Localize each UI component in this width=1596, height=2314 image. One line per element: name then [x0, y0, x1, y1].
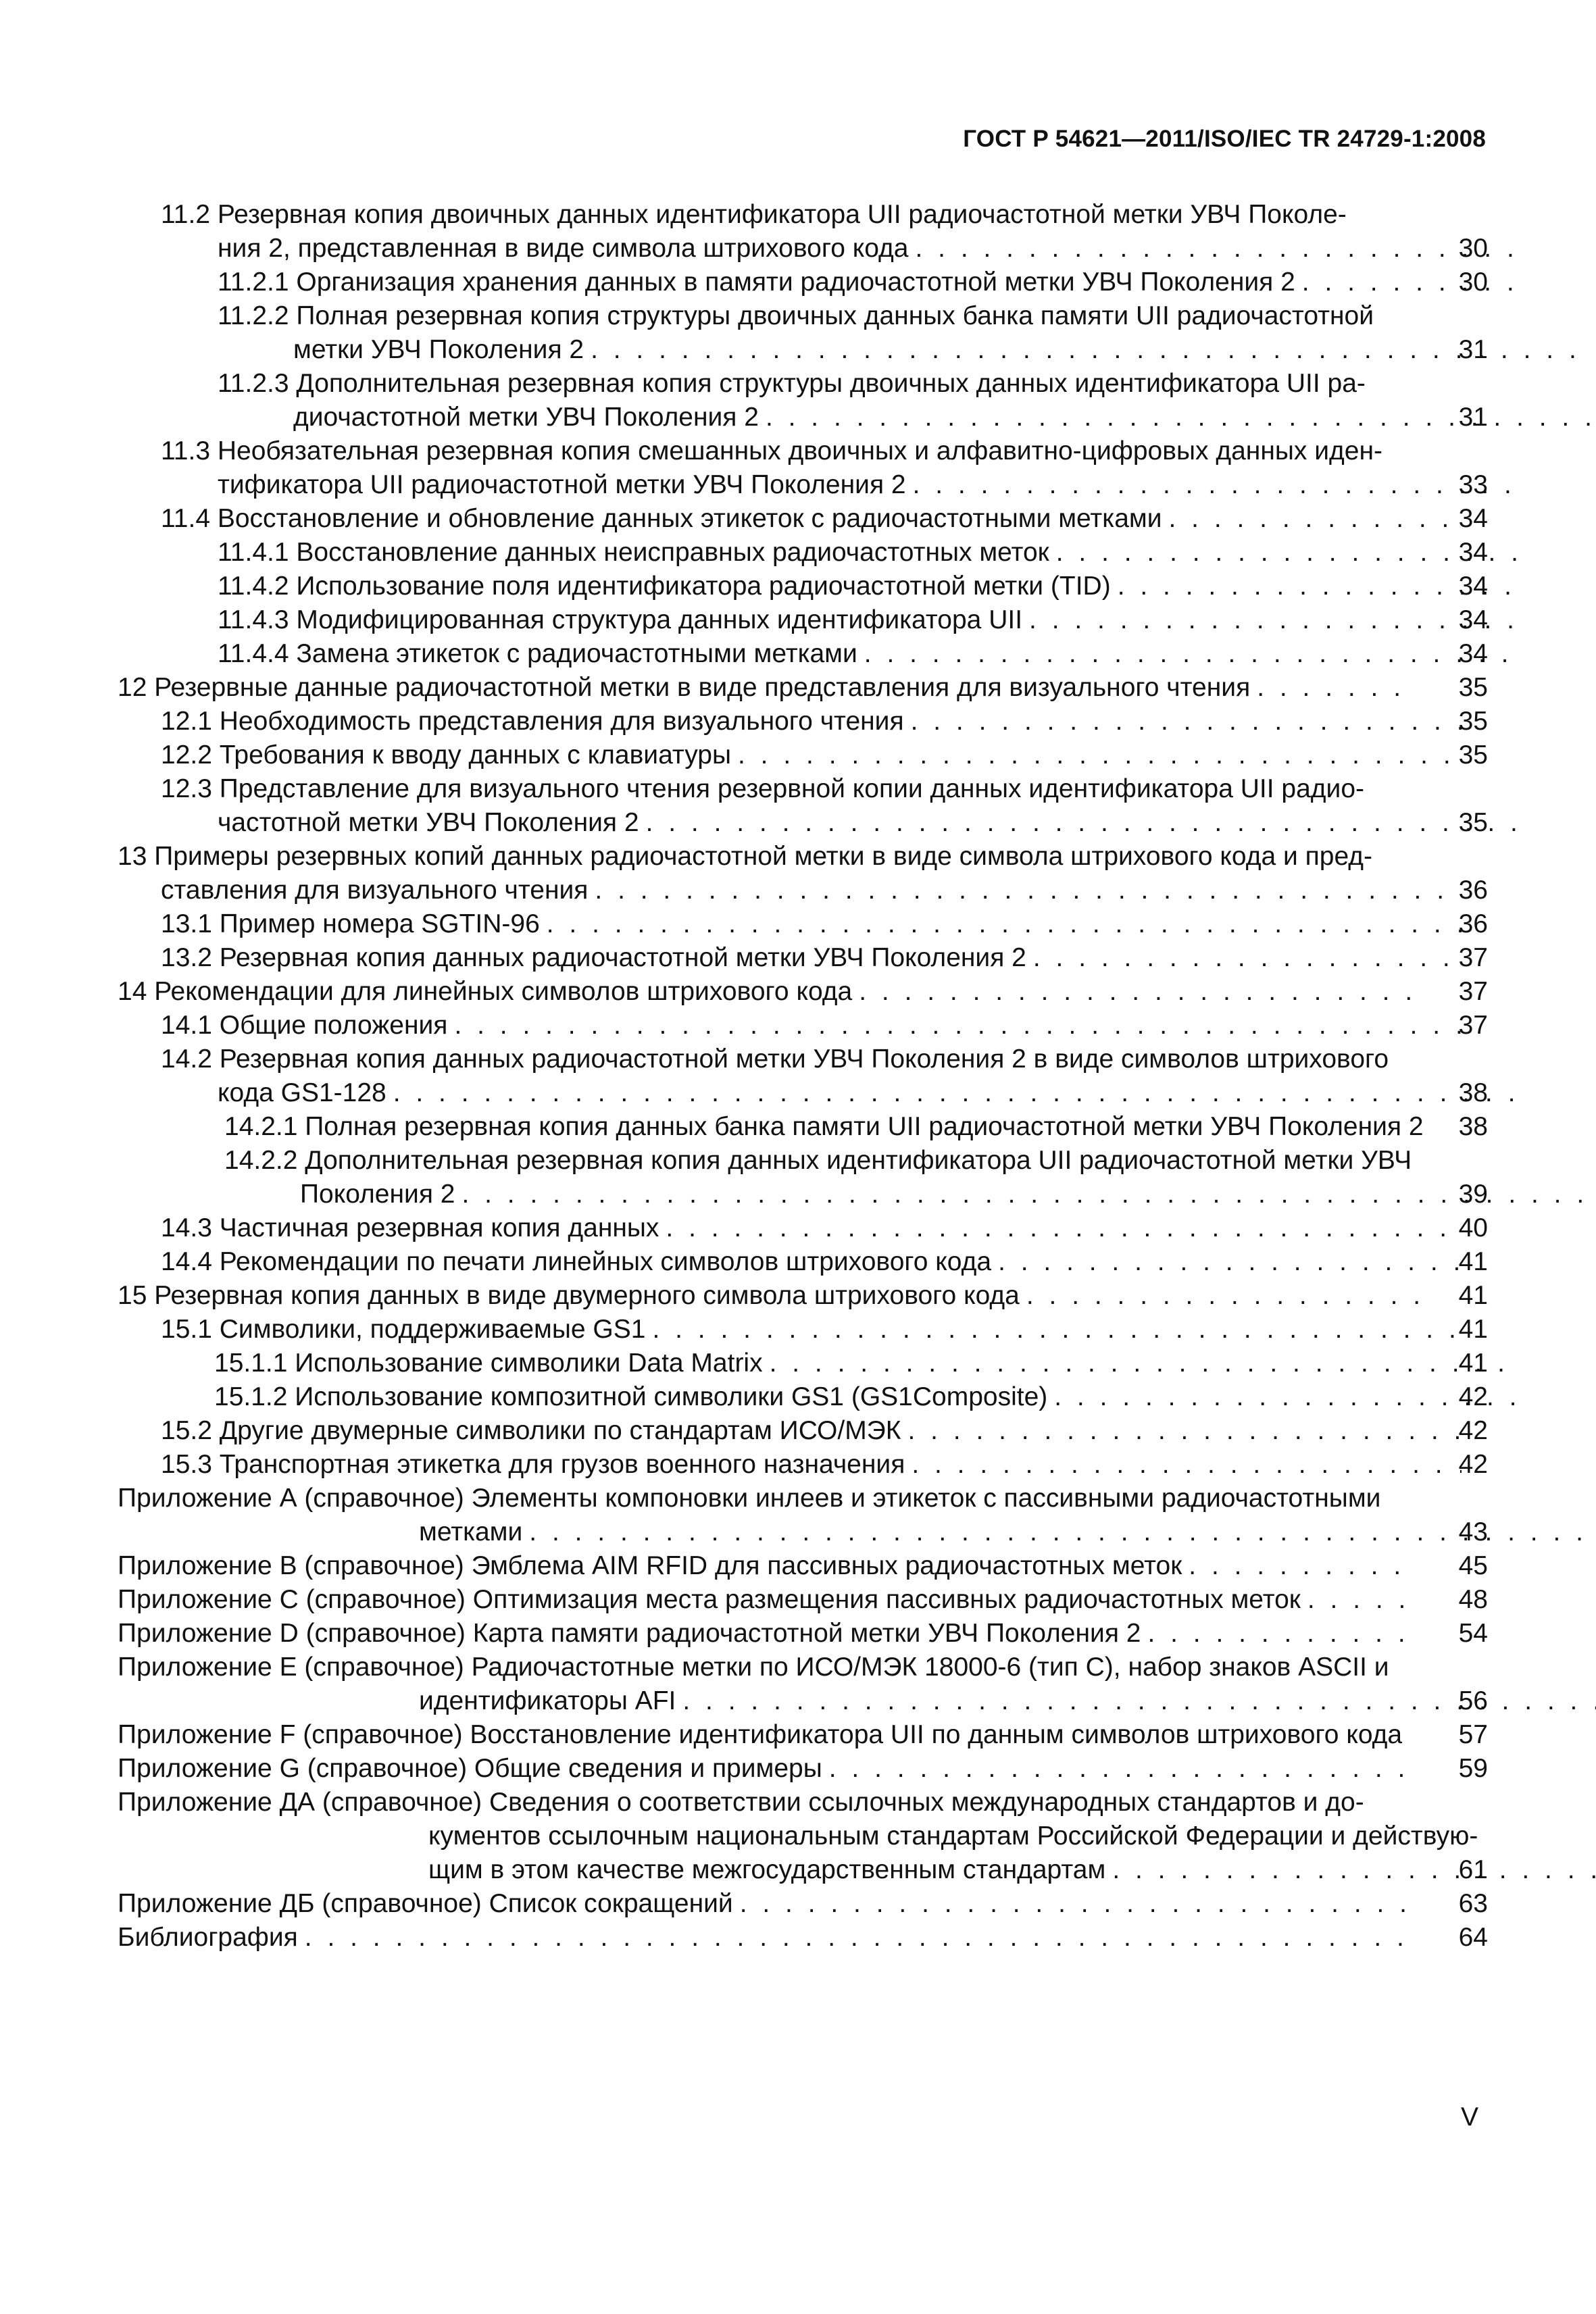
toc-entry[interactable] [116, 1448, 1488, 1482]
toc-entry-title: Приложение С (справочное) Оптимизация места размещения пассивных радиочастотных меток . . . [116, 1583, 1418, 1617]
toc-entry[interactable] [116, 367, 1488, 434]
toc-entry-title: 14 Рекомендации для линейных символов штрихового кода . . . [116, 975, 1418, 1009]
toc-entry-title: 11.2.3 Дополнительная резервная копия структуры двоичных данных идентификатора UII ра- [218, 369, 1366, 398]
toc-entry-title: 11.4.3 Модифицированная структура данных идентификатора UII . . . [116, 603, 1518, 637]
toc-entry-title: 15.1 Символики, поддерживаемые GS1 . . . [116, 1313, 1462, 1347]
toc-entry-title: метками . . . [116, 1515, 1596, 1549]
toc-entry-title: идентификаторы AFI . . . [116, 1684, 1596, 1718]
toc-entry-title: Приложение А (справочное) Элементы компоновки инлеев и этикеток с пассивными радиочастотными [118, 1484, 1381, 1513]
toc-entry-page: 34 [1458, 538, 1488, 567]
toc-entry[interactable] [116, 536, 1488, 570]
toc-entry-page: 37 [1458, 977, 1488, 1006]
toc-entry-title: Приложение D (справочное) Карта памяти радиочастотной метки УВЧ Поколения 2 . . . [116, 1617, 1418, 1651]
toc-entry-title: Поколения 2 . . . [116, 1178, 1596, 1211]
toc-entry-title: 11.2.1 Организация хранения данных в памяти радиочастотной метки УВЧ Поколения 2 . . . [116, 266, 1518, 299]
toc-entry[interactable] [116, 1583, 1488, 1617]
toc-entry-title: ния 2, представленная в виде символа штрихового кода . . . [116, 232, 1518, 266]
toc-entry[interactable] [116, 1313, 1488, 1347]
toc-entry-page: 45 [1458, 1551, 1488, 1580]
toc-entry-title: кода GS1-128 . . . [116, 1076, 1518, 1110]
toc-entry-page: 41 [1458, 1315, 1488, 1344]
toc-entry-title: ставления для визуального чтения . . . [116, 874, 1462, 907]
toc-entry-page: 35 [1458, 808, 1488, 837]
toc-entry-title: 11.4.2 Использование поля идентификатора радиочастотной метки (TID) . . . [116, 570, 1518, 603]
toc-entry[interactable] [116, 1042, 1488, 1110]
toc-entry-title: Библиография . . . [116, 1921, 1418, 1955]
toc-entry[interactable] [116, 434, 1488, 502]
toc-entry-page: 36 [1458, 876, 1488, 905]
toc-entry-title: 15.1.2 Использование композитной символики GS1 (GS1Composite) . . . [116, 1380, 1515, 1414]
toc-entry-title: 15.1.1 Использование символики Data Matrix . . . [116, 1347, 1515, 1380]
toc-entry[interactable] [116, 1617, 1488, 1651]
toc-entry[interactable] [116, 1786, 1488, 1887]
toc-entry[interactable] [116, 705, 1488, 738]
toc-entry-title: 13 Примеры резервных копий данных радиочастотной метки в виде символа штрихового кода и пред- [118, 842, 1373, 871]
toc-entry-title: метки УВЧ Поколения 2 . . . [116, 333, 1594, 367]
toc-entry-page: 41 [1458, 1349, 1488, 1378]
toc-entry-page: 30 [1458, 234, 1488, 263]
toc-entry-title: 13.1 Пример номера SGTIN-96 . . . [116, 907, 1462, 941]
toc-entry-title: Приложение В (справочное) Эмблема AIM RFID для пассивных радиочастотных меток . . . [116, 1549, 1418, 1583]
toc-entry-page: 40 [1458, 1213, 1488, 1242]
toc-entry[interactable] [116, 772, 1488, 840]
toc-entry-page: 34 [1458, 605, 1488, 634]
toc-entry-page: 37 [1458, 1011, 1488, 1040]
toc-entry-title: 11.4.1 Восстановление данных неисправных радиочастотных меток . . . [116, 536, 1518, 570]
toc-entry-title: 11.3 Необязательная резервная копия смешанных двоичных и алфавитно-цифровых данных иден- [161, 436, 1382, 466]
toc-entry-title: 15 Резервная копия данных в виде двумерного символа штрихового кода . . . [116, 1279, 1418, 1313]
toc-entry[interactable] [116, 299, 1488, 367]
toc-entry[interactable] [116, 1380, 1488, 1414]
toc-entry-title: Приложение F (справочное) Восстановление идентификатора UII по данным символов штрихового кода [118, 1720, 1403, 1749]
toc-entry[interactable] [116, 1245, 1488, 1279]
table-of-contents [116, 198, 1488, 1955]
toc-entry[interactable] [116, 738, 1488, 772]
toc-entry[interactable] [116, 1549, 1488, 1583]
toc-entry[interactable] [116, 671, 1488, 705]
toc-entry-page: 64 [1458, 1923, 1488, 1952]
toc-entry[interactable] [116, 840, 1488, 907]
toc-entry[interactable] [116, 1718, 1488, 1752]
toc-entry[interactable] [116, 975, 1488, 1009]
toc-entry-page: 63 [1458, 1889, 1488, 1918]
toc-entry[interactable] [116, 266, 1488, 299]
toc-entry-page: 30 [1458, 268, 1488, 297]
toc-entry-title: 14.3 Частичная резервная копия данных . . . [116, 1211, 1462, 1245]
toc-entry-page: 38 [1458, 1112, 1488, 1141]
running-header: ГОСТ Р 54621—2011/ISO/IEC TR 24729-1:2008 [963, 126, 1486, 152]
toc-entry-title: 11.2 Резервная копия двоичных данных идентификатора UII радиочастотной метки УВЧ Поколе- [161, 200, 1347, 229]
toc-entry-title: кументов ссылочным национальным стандартам Российской Федерации и действую- [428, 1821, 1478, 1851]
toc-entry-page: 36 [1458, 909, 1488, 938]
toc-entry-page: 43 [1458, 1517, 1488, 1546]
toc-entry[interactable] [116, 1752, 1488, 1786]
toc-entry-page: 42 [1458, 1450, 1488, 1479]
toc-entry-title: 12 Резервные данные радиочастотной метки в виде представления для визуального чтения . . . [116, 671, 1418, 705]
toc-entry[interactable] [116, 1482, 1488, 1549]
toc-entry[interactable] [116, 1414, 1488, 1448]
toc-entry-title: 15.3 Транспортная этикетка для грузов военного назначения . . . [116, 1448, 1462, 1482]
toc-entry[interactable] [116, 1211, 1488, 1245]
toc-entry-page: 35 [1458, 673, 1488, 702]
toc-entry-page: 35 [1458, 740, 1488, 770]
toc-entry[interactable] [116, 603, 1488, 637]
toc-entry-page: 41 [1458, 1281, 1488, 1310]
toc-entry-page: 56 [1458, 1686, 1488, 1715]
toc-entry-page: 59 [1458, 1754, 1488, 1783]
toc-entry[interactable] [116, 1887, 1488, 1921]
page-number: V [1461, 2103, 1479, 2132]
toc-entry-title: 12.3 Представление для визуального чтения резервной копии данных идентификатора UII радио- [161, 774, 1365, 803]
toc-entry-page: 42 [1458, 1382, 1488, 1411]
toc-entry[interactable] [116, 1144, 1488, 1211]
toc-entry-title: 14.2.2 Дополнительная резервная копия данных идентификатора UII радиочастотной метки УВЧ [224, 1146, 1412, 1175]
toc-entry-page: 34 [1458, 572, 1488, 601]
toc-entry[interactable] [116, 1279, 1488, 1313]
toc-entry-title: 11.4 Восстановление и обновление данных этикеток с радиочастотными метками . . . [116, 502, 1462, 536]
toc-entry-page: 57 [1458, 1720, 1488, 1749]
toc-entry[interactable] [116, 907, 1488, 941]
toc-entry-page: 39 [1458, 1180, 1488, 1209]
toc-entry[interactable] [116, 941, 1488, 975]
toc-entry-page: 48 [1458, 1585, 1488, 1614]
toc-entry[interactable] [116, 198, 1488, 266]
toc-entry-page: 61 [1458, 1855, 1488, 1884]
toc-entry[interactable] [116, 1110, 1488, 1144]
toc-entry-title: 14.4 Рекомендации по печати линейных символов штрихового кода . . . [116, 1245, 1462, 1279]
toc-entry-title: тификатора UII радиочастотной метки УВЧ Поколения 2 . . . [116, 468, 1518, 502]
toc-entry[interactable] [116, 570, 1488, 603]
toc-entry-title: 15.2 Другие двумерные символики по стандартам ИСО/МЭК . . . [116, 1414, 1462, 1448]
toc-entry-title: Приложение ДБ (справочное) Список сокращений . . . [116, 1887, 1418, 1921]
toc-entry[interactable] [116, 1347, 1488, 1380]
toc-entry-title: 12.2 Требования к вводу данных с клавиатуры . . . [116, 738, 1462, 772]
toc-entry[interactable] [116, 502, 1488, 536]
toc-entry-title: 11.2.2 Полная резервная копия структуры двоичных данных банка памяти UII радиочастотной [218, 301, 1374, 330]
toc-entry-page: 35 [1458, 707, 1488, 736]
toc-entry-title: 13.2 Резервная копия данных радиочастотной метки УВЧ Поколения 2 . . . [116, 941, 1462, 975]
toc-entry-page: 31 [1458, 335, 1488, 364]
toc-entry-page: 33 [1458, 470, 1488, 499]
toc-entry[interactable] [116, 1651, 1488, 1718]
toc-entry-title: Приложение Е (справочное) Радиочастотные метки по ИСО/МЭК 18000-6 (тип С), набор знаков ASCII и [118, 1653, 1389, 1682]
toc-entry[interactable] [116, 1921, 1488, 1955]
toc-entry[interactable] [116, 637, 1488, 671]
toc-entry-page: 37 [1458, 943, 1488, 972]
toc-entry-page: 34 [1458, 504, 1488, 533]
toc-entry[interactable] [116, 1009, 1488, 1042]
toc-entry-page: 54 [1458, 1619, 1488, 1648]
toc-entry-page: 34 [1458, 639, 1488, 668]
toc-entry-title: Приложение G (справочное) Общие сведения и примеры . . . [116, 1752, 1418, 1786]
toc-entry-title: частотной метки УВЧ Поколения 2 . . . [116, 806, 1518, 840]
toc-entry-title: 12.1 Необходимость представления для визуального чтения . . . [116, 705, 1462, 738]
toc-entry-title: 14.2 Резервная копия данных радиочастотной метки УВЧ Поколения 2 в виде символов штрихового [161, 1045, 1389, 1074]
toc-entry-title: Приложение ДА (справочное) Сведения о соответствии ссылочных международных стандартов и до- [118, 1788, 1364, 1817]
toc-entry-page: 42 [1458, 1416, 1488, 1445]
toc-entry-page: 41 [1458, 1247, 1488, 1276]
toc-entry-title: 11.4.4 Замена этикеток с радиочастотными метками . . . [116, 637, 1518, 671]
toc-entry-title: диочастотной метки УВЧ Поколения 2 . . . [116, 401, 1594, 434]
toc-entry-title: щим в этом качестве межгосударственным стандартам . . . [116, 1853, 1596, 1887]
toc-entry-title: 14.2.1 Полная резервная копия данных банка памяти UII радиочастотной метки УВЧ Поколения 2 [224, 1112, 1424, 1141]
toc-entry-page: 38 [1458, 1078, 1488, 1107]
toc-entry-page: 31 [1458, 403, 1488, 432]
toc-entry-title: 14.1 Общие положения . . . [116, 1009, 1462, 1042]
